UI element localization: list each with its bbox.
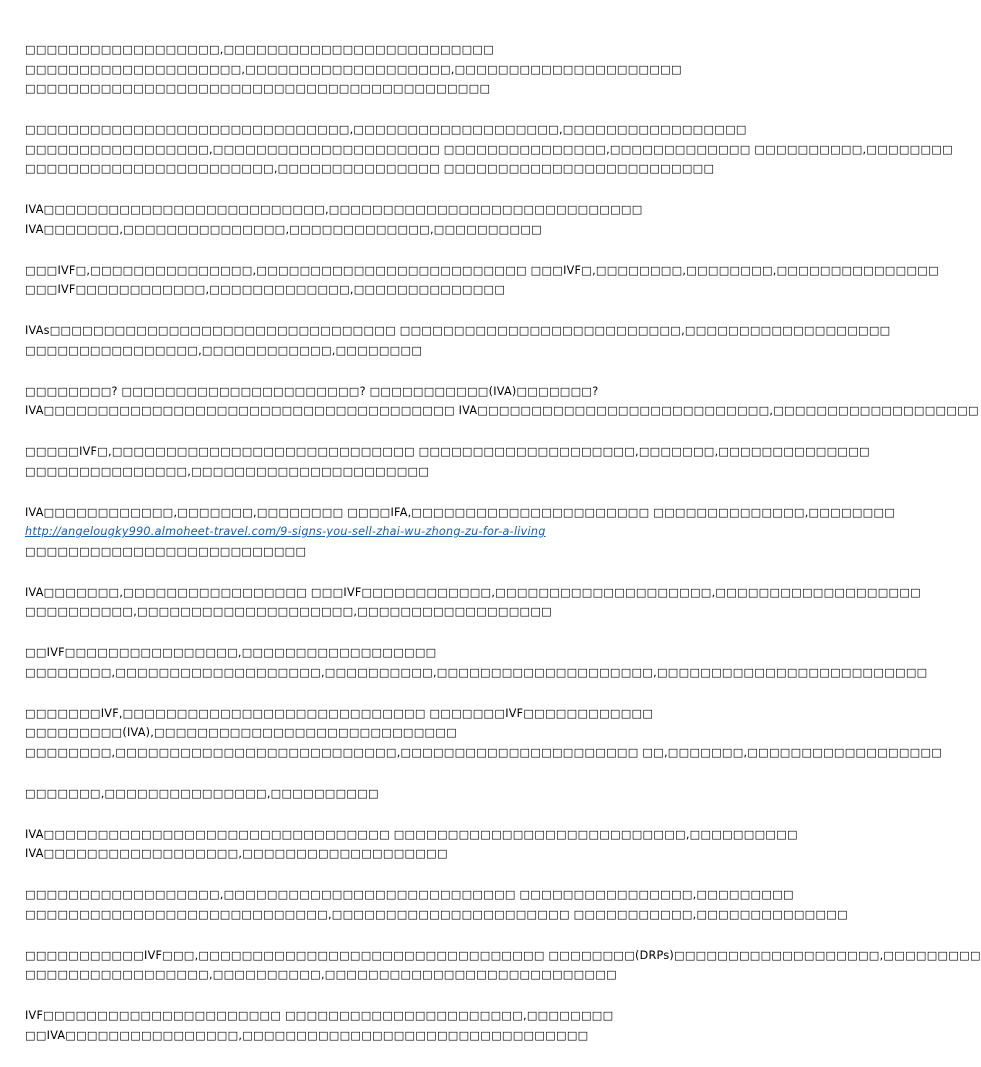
link-line bbox=[25, 522, 705, 542]
paragraph-5 bbox=[25, 321, 891, 360]
text-line: □□□□□□□,□□□□□□□□□□□□□□□,□□□□□□□□□□ bbox=[25, 786, 379, 800]
paragraph-13 bbox=[25, 784, 705, 804]
text-line: □□□□□□□□□□□□□□□□□□□□,□□□□□□□□□□□□□□□□□□□,□□□□□□□□□□□□□□□□□□□□□ bbox=[25, 62, 682, 76]
text-line: □□□□□□□□□□□IVF□□□,□□□□□□□□□□□□□□□□□□□□□□□□□□□□□□□□ □□□□□□□□(DRPs)□□□□□□□□□□□□□□□□□□□,□□□□□□□□□ bbox=[25, 948, 981, 962]
text-line: □□□□□□□□□□□□□□□□□□□□□□□□□□□□□□,□□□□□□□□□□□□□□□□□□□,□□□□□□□□□□□□□□□□□ bbox=[25, 123, 747, 136]
paragraph-8 bbox=[25, 503, 896, 523]
text-line: □□□□□□□□□□□□□□□□□,□□□□□□□□□□,□□□□□□□□□□□□□□□□□□□□□□□□□□□ bbox=[25, 968, 617, 981]
document-body bbox=[25, 40, 981, 1067]
text-line: □□□□□□□□□□□□□□□□□□,□□□□□□□□□□□□□□□□□□□□□□□□□ bbox=[25, 43, 495, 56]
text-line: □□□□□□□□? □□□□□□□□□□□□□□□□□□□□□□? □□□□□□□□□□□(IVA)□□□□□□□? bbox=[25, 384, 599, 398]
text-line: □□IVA□□□□□□□□□□□□□□□□,□□□□□□□□□□□□□□□□□□□□□□□□□□□□□□□□ bbox=[25, 1028, 589, 1042]
text-line: □□IVF□□□□□□□□□□□□□□□□,□□□□□□□□□□□□□□□□□□ bbox=[25, 646, 437, 659]
paragraph-3 bbox=[25, 200, 705, 239]
text-line: □□□IVF□,□□□□□□□□□□□□□□□,□□□□□□□□□□□□□□□□□□□□□□□□□ □□□IVF□,□□□□□□□□,□□□□□□□□,□□□□□□□□□□□□□□□ bbox=[25, 263, 939, 277]
text-line: □□□□□□□□□(IVA),□□□□□□□□□□□□□□□□□□□□□□□□□□□□ bbox=[25, 726, 458, 739]
text-line: □□□□□□□□□□□□□□□,□□□□□□□□□□□□□□□□□□□□□□ bbox=[25, 464, 430, 478]
text-line: IVA□□□□□□□□□□□□□□□□□□,□□□□□□□□□□□□□□□□□□□ bbox=[25, 847, 448, 860]
paragraph-15 bbox=[25, 885, 848, 924]
text-line: □□□□□□□□,□□□□□□□□□□□□□□□□□□□□□□□□□□,□□□□□□□□□□□□□□□□□□□□□□ □□,□□□□□□□,□□□□□□□□□□□□□□□□□□ bbox=[25, 745, 943, 759]
text-line: □□□□□□□□□□,□□□□□□□□□□□□□□□□□□□□,□□□□□□□□□□□□□□□□□□ bbox=[25, 605, 552, 618]
text-line: IVA□□□□□□□□□□□□□□□□□□□□□□□□□□□□□□□□□□□□□□ IVA□□□□□□□□□□□□□□□□□□□□□□□□□□□,□□□□□□□□□□□□□□□□□□□ bbox=[25, 404, 979, 417]
text-line: □□□□□□□□□□□□□□□□□□□□□□□□□□□□,□□□□□□□□□□□□□□□□□□□□□□ □□□□□□□□□□□,□□□□□□□□□□□□□□ bbox=[25, 907, 848, 921]
paragraph-14 bbox=[25, 825, 798, 864]
paragraph-16 bbox=[25, 946, 981, 985]
paragraph-12 bbox=[25, 704, 943, 763]
text-line: □□□□□□□□□□□□□□□□□□□□□□□,□□□□□□□□□□□□□□□ □□□□□□□□□□□□□□□□□□□□□□□□□ bbox=[25, 162, 715, 175]
paragraph-11 bbox=[25, 643, 928, 682]
text-line: IVF□□□□□□□□□□□□□□□□□□□□□□ □□□□□□□□□□□□□□□□□□□□□□,□□□□□□□□ bbox=[25, 1009, 614, 1022]
text-line: □□□□□□□IVF,□□□□□□□□□□□□□□□□□□□□□□□□□□□□ □□□□□□□IVF□□□□□□□□□□□□ bbox=[25, 706, 654, 720]
text-line: IVA□□□□□□□,□□□□□□□□□□□□□□□□□ □□□IVF□□□□□□□□□□□□,□□□□□□□□□□□□□□□□□□□□,□□□□□□□□□□□□□□□□□□□ bbox=[25, 585, 921, 599]
paragraph-9 bbox=[25, 522, 705, 561]
text-line: IVAs□□□□□□□□□□□□□□□□□□□□□□□□□□□□□□□□ □□□□□□□□□□□□□□□□□□□□□□□□□□,□□□□□□□□□□□□□□□□□□□ bbox=[25, 324, 891, 337]
text-line: □□□□□□□□□□□□□□□□□□□□□□□□□□ bbox=[25, 544, 307, 558]
paragraph-7 bbox=[25, 442, 870, 481]
paragraph-4 bbox=[25, 261, 939, 300]
paragraph-1 bbox=[25, 40, 705, 99]
text-line: □□□□□□□□□□□□□□□□□,□□□□□□□□□□□□□□□□□□□□□ □□□□□□□□□□□□□□□,□□□□□□□□□□□□□ □□□□□□□□□□,□□□□□□□□ bbox=[25, 142, 953, 156]
text-line: IVA□□□□□□□□□□□□□□□□□□□□□□□□□□,□□□□□□□□□□□□□□□□□□□□□□□□□□□□□ bbox=[25, 203, 643, 216]
text-line: □□□□□□□□,□□□□□□□□□□□□□□□□□□□,□□□□□□□□□□,□□□□□□□□□□□□□□□□□□□□,□□□□□□□□□□□□□□□□□□□□□□□□□ bbox=[25, 665, 928, 679]
text-line: □□□□□□□□□□□□□□□□□□,□□□□□□□□□□□□□□□□□□□□□□□□□□□ □□□□□□□□□□□□□□□□,□□□□□□□□□ bbox=[25, 888, 794, 901]
text-line: IVA□□□□□□□,□□□□□□□□□□□□□□□,□□□□□□□□□□□□□,□□□□□□□□□□ bbox=[25, 222, 542, 236]
paragraph-17 bbox=[25, 1006, 705, 1045]
paragraph-6 bbox=[25, 382, 979, 421]
article-link[interactable]: http://angelougky990.almoheet-travel.com/9-signs-you-sell-zhai-wu-zhong-zu-for-a-living bbox=[25, 525, 546, 538]
text-line: □□□□□IVF□,□□□□□□□□□□□□□□□□□□□□□□□□□□□□ □□□□□□□□□□□□□□□□□□□□,□□□□□□□,□□□□□□□□□□□□□□ bbox=[25, 445, 870, 458]
text-line: □□□□□□□□□□□□□□□□,□□□□□□□□□□□□,□□□□□□□□ bbox=[25, 343, 423, 357]
text-line: IVA□□□□□□□□□□□□□□□□□□□□□□□□□□□□□□□□ □□□□□□□□□□□□□□□□□□□□□□□□□□□,□□□□□□□□□□ bbox=[25, 827, 798, 841]
text-line: □□□IVF□□□□□□□□□□□□,□□□□□□□□□□□□□,□□□□□□□□□□□□□□ bbox=[25, 283, 506, 296]
text-line: IVA□□□□□□□□□□□□,□□□□□□□,□□□□□□□□ □□□□IFA,□□□□□□□□□□□□□□□□□□□□□□ □□□□□□□□□□□□□□,□□□□□□□□ bbox=[25, 505, 896, 519]
text-line: □□□□□□□□□□□□□□□□□□□□□□□□□□□□□□□□□□□□□□□□□□□ bbox=[25, 82, 491, 95]
paragraph-2 bbox=[25, 120, 953, 179]
paragraph-10 bbox=[25, 583, 921, 622]
